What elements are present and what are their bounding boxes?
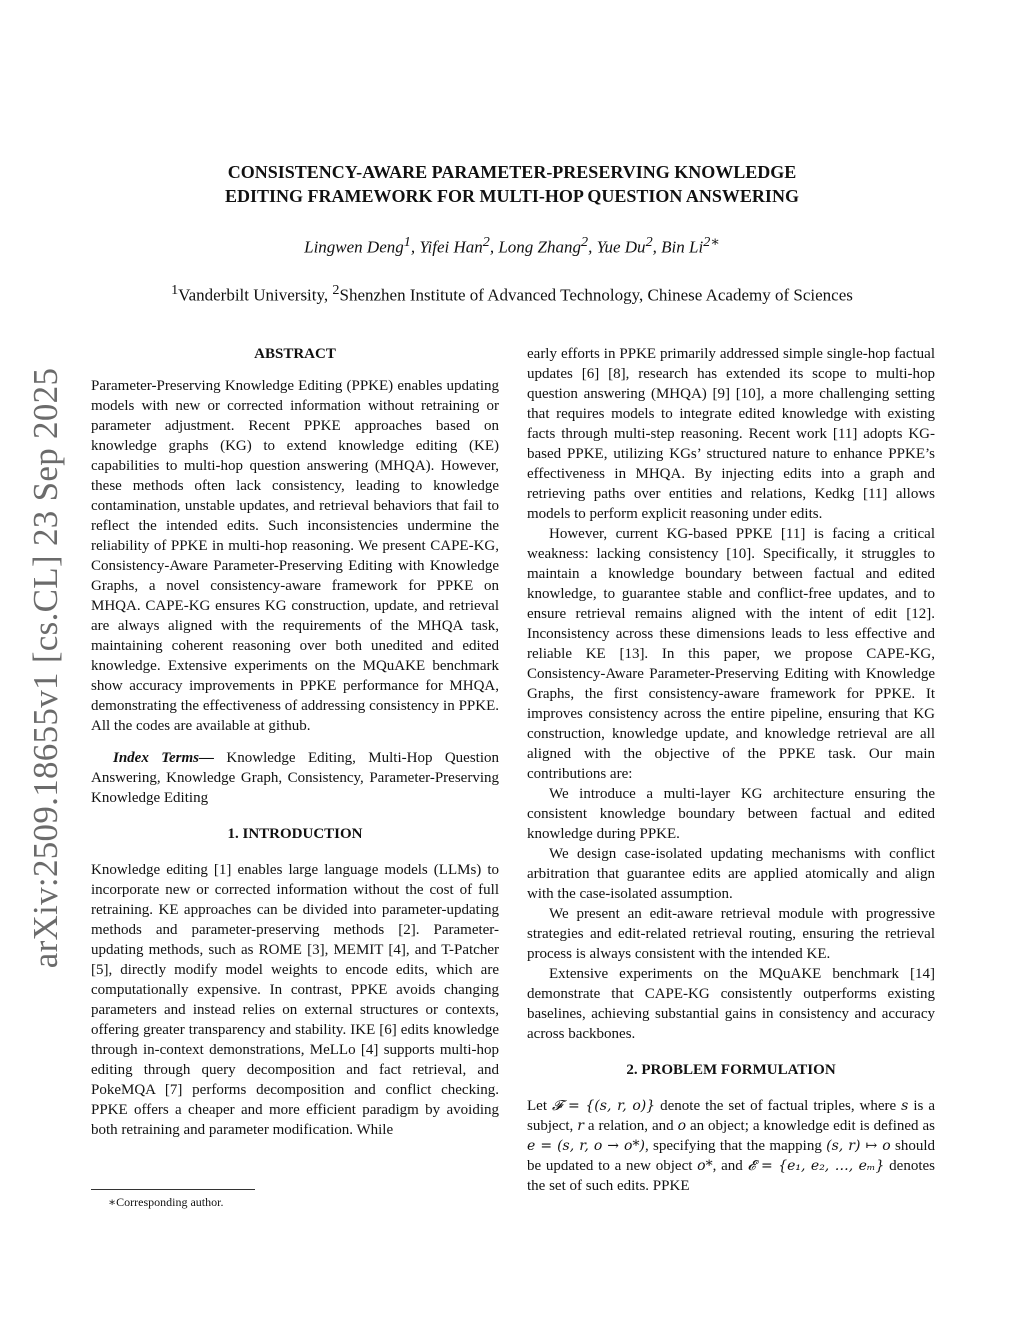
footnote-rule bbox=[91, 1189, 255, 1190]
text-run: should be updated to a new object bbox=[527, 1138, 936, 1174]
text-run: , and bbox=[712, 1158, 748, 1174]
author-name: Lingwen Deng bbox=[304, 237, 404, 257]
affiliation-name: Vanderbilt University bbox=[178, 285, 324, 305]
introduction-paragraph-continued: early efforts in PPKE primarily addressed simple single-hop factual updates [6] [8], research has extended its scope to multi-hop question answering (MHQA) [9] [10], a more challenging setting that requires models to integrate edited knowledge with existing facts through multi-step reasoning. Recent work [11] adopts KG-based PPKE, utilizing KGs’ structured nature to enhance PPKE’s effectiveness in MHQA. By injecting edits into a graph and retrieving paths over entities and relations, Kedkg [11] allows models to perform explicit reasoning under edits. bbox=[527, 346, 935, 522]
arxiv-identifier: arXiv:2509.18655v1 [cs.CL] 23 Sep 2025 bbox=[26, 367, 65, 969]
right-column bbox=[527, 344, 935, 1196]
index-terms-label: Index Terms— bbox=[113, 750, 215, 766]
text-run: denotes the set of such edits. PPKE bbox=[527, 1158, 935, 1194]
author-name: Long Zhang bbox=[498, 237, 582, 257]
text-run: an object; a knowledge edit is defined as bbox=[686, 1118, 935, 1134]
text-run: , specifying that the mapping bbox=[644, 1138, 827, 1154]
math-edit-set: 𝓔 = {e₁, e₂, …, eₘ} bbox=[747, 1158, 885, 1174]
contribution-paragraph: We design case-isolated updating mechanisms with conflict arbitration that guarantee edits are applied atomically and align with the case-isolated assumption. bbox=[527, 846, 935, 902]
contribution-paragraph: Extensive experiments on the MQuAKE benchmark [14] demonstrate that CAPE-KG consistently outperforms existing baselines, achieving substantial gains in consistency and accuracy across backbones. bbox=[527, 966, 935, 1042]
math-subject: s bbox=[901, 1098, 909, 1114]
contribution-paragraph: We present an edit-aware retrieval module with progressive strategies and edit-related retrieval routing, ensuring the retrieval process is always consistent with the intended KE. bbox=[527, 906, 935, 962]
text-run: Let bbox=[527, 1098, 552, 1114]
affiliation-mark: 2 bbox=[332, 282, 340, 298]
affiliation-mark: 1 bbox=[171, 282, 179, 298]
affiliation-name: Shenzhen Institute of Advanced Technology, Chinese Academy of Sciences bbox=[339, 285, 853, 305]
problem-formulation-paragraph bbox=[527, 1096, 935, 1196]
paper-title-line-2: EDITING FRAMEWORK FOR MULTI-HOP QUESTION ANSWERING bbox=[225, 186, 799, 206]
author-affiliation-mark: 2∗ bbox=[703, 234, 720, 250]
math-relation: r bbox=[577, 1118, 584, 1134]
introduction-heading: 1. INTRODUCTION bbox=[227, 826, 363, 842]
text-run: a relation, and bbox=[583, 1118, 678, 1134]
paper-title-line-1: CONSISTENCY-AWARE PARAMETER-PRESERVING KNOWLEDGE bbox=[227, 162, 797, 182]
math-new-object: o* bbox=[697, 1158, 713, 1174]
author-name: Yue Du bbox=[596, 237, 646, 257]
abstract-paragraph: Parameter-Preserving Knowledge Editing (PPKE) enables updating models with new or corrected information without retraining or parameter adjustment. Recent PPKE approaches based on knowledge graphs (KG) to extend knowledge editing (KE) capabilities to multi-hop question answering (MHQA). However, these methods often lack consistency, leading to knowledge contamination, unstable updates, and retrieval behaviors that fail to reflect the intended edits. Such inconsistencies undermine the reliability of PPKE in multi-hop reasoning. We present CAPE-KG, Consistency-Aware Parameter-Preserving Editing with Knowledge Graphs, a novel consistency-aware framework for PPKE on MHQA. CAPE-KG ensures KG construction, update, and retrieval are always aligned with the requirements of the MHQA task, maintaining coherent reasoning over both unedited and edited knowledge. Extensive experiments on the MQuAKE benchmark show accuracy improvements in PPKE performance for MHQA, demonstrating the effectiveness of addressing consistency in PPKE. All the codes are available at github. bbox=[91, 378, 499, 734]
author-name: Bin Li bbox=[661, 237, 704, 257]
author-affiliation-mark: 2 bbox=[581, 234, 589, 250]
abstract-heading: ABSTRACT bbox=[254, 346, 336, 362]
introduction-paragraph: However, current KG-based PPKE [11] is facing a critical weakness: lacking consistency [10]. Specifically, it struggles to maintain a knowledge boundary between factual and edited knowledge, to guarantee stable and conflict-free updates, and to ensure retrieval remains aligned with the intent of edit [12]. Inconsistency across these dimensions leads to less effective and reliable KE [13]. In this paper, we propose CAPE-KG, Consistency-Aware Parameter-Preserving Editing with Knowledge Graphs, the first consistency-aware framework for PPKE. It improves consistency across the entire pipeline, ensuring that KG construction, knowledge update, and knowledge retrieval are all aligned with the objective of the PPKE task. Our main contributions are: bbox=[527, 526, 935, 782]
text-run: is a subject, bbox=[527, 1098, 935, 1134]
footnote-corresponding-author: ∗Corresponding author. bbox=[108, 1195, 224, 1209]
math-factual-triples: 𝓕 = {(s, r, o)} bbox=[551, 1098, 656, 1114]
left-column bbox=[91, 344, 499, 1140]
math-edit-definition: e = (s, r, o → o*) bbox=[527, 1138, 645, 1154]
paper-title bbox=[120, 160, 904, 208]
affiliations: $^1$Vanderbilt University, $^2$Shenzhen Institute of Advanced Technology, Chinese Academy of Sciences bbox=[171, 282, 853, 305]
author-affiliation-mark: 2 bbox=[645, 234, 653, 250]
index-terms-text: Knowledge Editing, Multi-Hop Question Answering, Knowledge Graph, Consistency, Parameter-Preserving Knowledge Editing bbox=[91, 750, 499, 806]
text-run: denote the set of factual triples, where bbox=[655, 1098, 902, 1114]
contribution-paragraph: We introduce a multi-layer KG architecture ensuring the consistent knowledge boundary between factual and edited knowledge during PPKE. bbox=[527, 786, 935, 842]
author-affiliation-mark: 1 bbox=[403, 234, 411, 250]
index-terms bbox=[91, 748, 499, 808]
problem-formulation-heading: 2. PROBLEM FORMULATION bbox=[626, 1062, 836, 1078]
math-mapping: (s, r) ↦ o bbox=[826, 1138, 891, 1154]
math-object: o bbox=[677, 1118, 686, 1134]
introduction-paragraph: Knowledge editing [1] enables large language models (LLMs) to incorporate new or corrected information without the cost of full retraining. KE approaches can be divided into parameter-updating methods and parameter-preserving methods [2]. Parameter-updating methods, such as ROME [3], MEMIT [4], and T-Patcher [5], directly modify model weights to encode edits, which are computationally expensive. In contrast, PPKE avoids changing parameters and instead relies on external structures or contexts, offering greater transparency and stability. IKE [6] edits knowledge through in-context demonstrations, MeLLo [4] supports multi-hop editing through query decomposition and fact retrieval, and PokeMQA [7] performs decomposition and conflict checking. PPKE offers a cheaper and more efficient paradigm by avoiding both retraining and parameter modification. While bbox=[91, 862, 499, 1138]
author-name: Yifei Han bbox=[419, 237, 483, 257]
author-list: Lingwen Deng$^1$, Yifei Han$^2$, Long Zhang$^2$, Yue Du$^2$, Bin $Li^{2∗}$ bbox=[304, 234, 720, 257]
author-affiliation-mark: 2 bbox=[482, 234, 490, 250]
